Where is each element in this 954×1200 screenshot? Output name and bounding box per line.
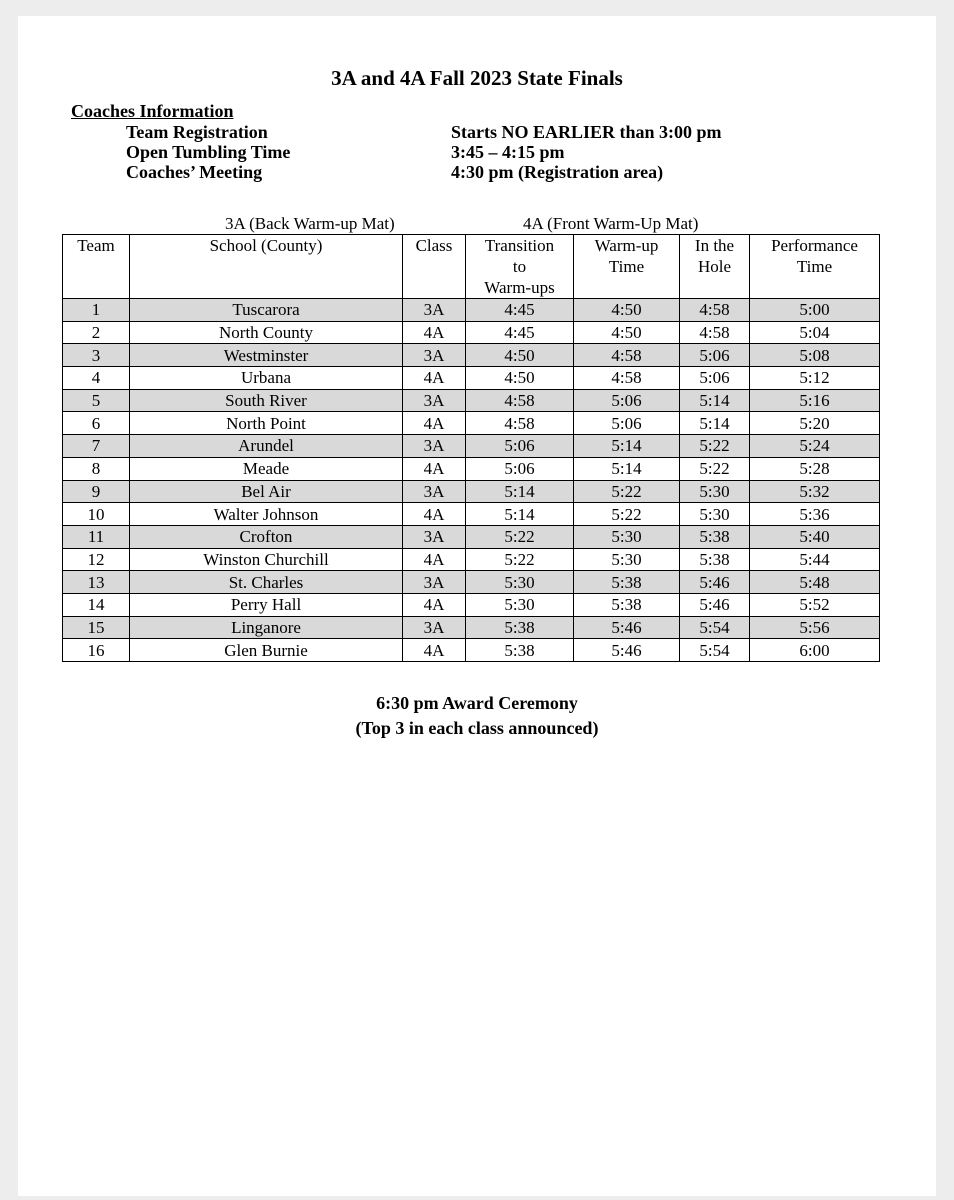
cell-hole: 5:38 — [680, 548, 750, 571]
header-school: School (County) — [130, 235, 403, 299]
table-row — [63, 321, 880, 344]
team-registration-value: Starts NO EARLIER than 3:00 pm — [451, 122, 722, 142]
cell-school: Meade — [130, 457, 403, 480]
cell-class: 4A — [403, 367, 466, 390]
cell-team: 14 — [63, 593, 130, 616]
cell-class: 3A — [403, 435, 466, 458]
cell-class: 4A — [403, 321, 466, 344]
header-transition-line: to — [512, 257, 527, 276]
cell-performance: 5:04 — [750, 321, 880, 344]
cell-warmup: 5:46 — [574, 616, 680, 639]
cell-performance: 5:36 — [750, 503, 880, 526]
open-tumbling-value: 3:45 – 4:15 pm — [451, 142, 565, 162]
table-row — [63, 503, 880, 526]
cell-hole: 5:46 — [680, 571, 750, 594]
cell-hole: 5:22 — [680, 435, 750, 458]
cell-warmup: 5:06 — [574, 412, 680, 435]
cell-school: Urbana — [130, 367, 403, 390]
document-page — [18, 16, 936, 1196]
cell-school: North County — [130, 321, 403, 344]
cell-team: 3 — [63, 344, 130, 367]
cell-school: Arundel — [130, 435, 403, 458]
cell-team: 6 — [63, 412, 130, 435]
cell-transition: 4:50 — [466, 344, 574, 367]
cell-transition: 5:06 — [466, 457, 574, 480]
cell-class: 3A — [403, 389, 466, 412]
cell-warmup: 5:38 — [574, 571, 680, 594]
award-ceremony-text: 6:30 pm Award Ceremony — [376, 693, 578, 713]
cell-school: South River — [130, 389, 403, 412]
cell-school: Bel Air — [130, 480, 403, 503]
table-row — [63, 389, 880, 412]
cell-transition: 5:30 — [466, 593, 574, 616]
cell-class: 3A — [403, 571, 466, 594]
header-performance-line: Time — [796, 257, 833, 276]
cell-school: North Point — [130, 412, 403, 435]
table-row — [63, 548, 880, 571]
table-row — [63, 571, 880, 594]
coaches-information-heading: Coaches Information — [71, 101, 234, 121]
page-title: 3A and 4A Fall 2023 State Finals — [331, 66, 623, 90]
schedule-body — [63, 299, 880, 662]
cell-class: 4A — [403, 457, 466, 480]
cell-warmup: 5:46 — [574, 639, 680, 662]
cell-school: Winston Churchill — [130, 548, 403, 571]
cell-performance: 5:12 — [750, 367, 880, 390]
cell-school: Crofton — [130, 525, 403, 548]
table-row — [63, 525, 880, 548]
cell-transition: 4:45 — [466, 321, 574, 344]
cell-transition: 4:50 — [466, 367, 574, 390]
table-row — [63, 412, 880, 435]
cell-performance: 5:44 — [750, 548, 880, 571]
cell-team: 16 — [63, 639, 130, 662]
cell-transition: 5:22 — [466, 548, 574, 571]
cell-warmup: 4:50 — [574, 299, 680, 322]
cell-transition: 4:58 — [466, 389, 574, 412]
cell-transition: 5:38 — [466, 639, 574, 662]
cell-performance: 5:40 — [750, 525, 880, 548]
cell-class: 4A — [403, 412, 466, 435]
cell-team: 1 — [63, 299, 130, 322]
team-registration-label: Team Registration — [126, 122, 268, 142]
cell-school: Linganore — [130, 616, 403, 639]
table-row — [63, 480, 880, 503]
table-row — [63, 435, 880, 458]
cell-team: 4 — [63, 367, 130, 390]
cell-team: 2 — [63, 321, 130, 344]
coaches-meeting-label: Coaches’ Meeting — [126, 162, 263, 182]
cell-transition: 5:22 — [466, 525, 574, 548]
cell-hole: 4:58 — [680, 321, 750, 344]
cell-warmup: 4:58 — [574, 367, 680, 390]
cell-hole: 4:58 — [680, 299, 750, 322]
table-row — [63, 299, 880, 322]
header-transition-line: Transition — [484, 236, 555, 255]
cell-team: 5 — [63, 389, 130, 412]
cell-performance: 5:28 — [750, 457, 880, 480]
table-row — [63, 367, 880, 390]
cell-warmup: 5:30 — [574, 525, 680, 548]
back-mat-label: 3A (Back Warm-up Mat) — [225, 214, 395, 233]
cell-school: Glen Burnie — [130, 639, 403, 662]
cell-warmup: 4:50 — [574, 321, 680, 344]
cell-school: St. Charles — [130, 571, 403, 594]
cell-transition: 4:45 — [466, 299, 574, 322]
award-note-text: (Top 3 in each class announced) — [355, 718, 599, 738]
cell-team: 11 — [63, 525, 130, 548]
cell-team: 8 — [63, 457, 130, 480]
cell-team: 10 — [63, 503, 130, 526]
cell-warmup: 5:22 — [574, 503, 680, 526]
cell-hole: 5:06 — [680, 344, 750, 367]
cell-performance: 5:48 — [750, 571, 880, 594]
cell-class: 4A — [403, 639, 466, 662]
header-performance-line: Performance — [771, 236, 858, 255]
header-hole-line: Hole — [697, 257, 732, 276]
cell-transition: 5:14 — [466, 480, 574, 503]
header-hole-line: In the — [694, 236, 735, 255]
cell-hole: 5:30 — [680, 503, 750, 526]
cell-warmup: 5:06 — [574, 389, 680, 412]
cell-warmup: 5:14 — [574, 457, 680, 480]
cell-performance: 5:08 — [750, 344, 880, 367]
cell-transition: 5:30 — [466, 571, 574, 594]
cell-hole: 5:22 — [680, 457, 750, 480]
cell-team: 13 — [63, 571, 130, 594]
cell-transition: 5:38 — [466, 616, 574, 639]
cell-class: 3A — [403, 525, 466, 548]
table-row — [63, 457, 880, 480]
cell-performance: 5:20 — [750, 412, 880, 435]
cell-performance: 5:16 — [750, 389, 880, 412]
table-row — [63, 593, 880, 616]
header-warmup-line: Warm-up — [594, 236, 659, 255]
cell-hole: 5:46 — [680, 593, 750, 616]
cell-class: 3A — [403, 616, 466, 639]
table-row — [63, 344, 880, 367]
header-class: Class — [403, 235, 466, 299]
open-tumbling-label: Open Tumbling Time — [126, 142, 291, 162]
cell-school: Walter Johnson — [130, 503, 403, 526]
cell-class: 4A — [403, 503, 466, 526]
table-header-row — [63, 235, 880, 299]
cell-hole: 5:30 — [680, 480, 750, 503]
cell-transition: 4:58 — [466, 412, 574, 435]
cell-class: 3A — [403, 344, 466, 367]
cell-class: 4A — [403, 548, 466, 571]
front-mat-label: 4A (Front Warm-Up Mat) — [523, 214, 699, 233]
cell-school: Westminster — [130, 344, 403, 367]
header-hole — [680, 235, 750, 299]
cell-class: 4A — [403, 593, 466, 616]
header-transition-line: Warm-ups — [484, 278, 555, 297]
cell-transition: 5:06 — [466, 435, 574, 458]
header-performance — [750, 235, 880, 299]
cell-class: 3A — [403, 480, 466, 503]
cell-team: 12 — [63, 548, 130, 571]
cell-performance: 5:00 — [750, 299, 880, 322]
cell-school: Tuscarora — [130, 299, 403, 322]
cell-performance: 5:32 — [750, 480, 880, 503]
cell-performance: 5:52 — [750, 593, 880, 616]
cell-hole: 5:54 — [680, 639, 750, 662]
cell-hole: 5:14 — [680, 389, 750, 412]
header-warmup — [574, 235, 680, 299]
cell-school: Perry Hall — [130, 593, 403, 616]
cell-warmup: 5:22 — [574, 480, 680, 503]
cell-warmup: 5:30 — [574, 548, 680, 571]
table-row — [63, 616, 880, 639]
cell-team: 7 — [63, 435, 130, 458]
cell-class: 3A — [403, 299, 466, 322]
cell-warmup: 4:58 — [574, 344, 680, 367]
header-warmup-line: Time — [608, 257, 645, 276]
cell-performance: 5:24 — [750, 435, 880, 458]
header-transition — [466, 235, 574, 299]
cell-team: 15 — [63, 616, 130, 639]
cell-performance: 6:00 — [750, 639, 880, 662]
coaches-meeting-value: 4:30 pm (Registration area) — [451, 162, 664, 182]
cell-performance: 5:56 — [750, 616, 880, 639]
cell-warmup: 5:14 — [574, 435, 680, 458]
cell-hole: 5:38 — [680, 525, 750, 548]
cell-hole: 5:14 — [680, 412, 750, 435]
table-row — [63, 639, 880, 662]
header-team: Team — [63, 235, 130, 299]
cell-warmup: 5:38 — [574, 593, 680, 616]
cell-hole: 5:54 — [680, 616, 750, 639]
cell-hole: 5:06 — [680, 367, 750, 390]
schedule-table — [62, 234, 880, 662]
cell-team: 9 — [63, 480, 130, 503]
cell-transition: 5:14 — [466, 503, 574, 526]
